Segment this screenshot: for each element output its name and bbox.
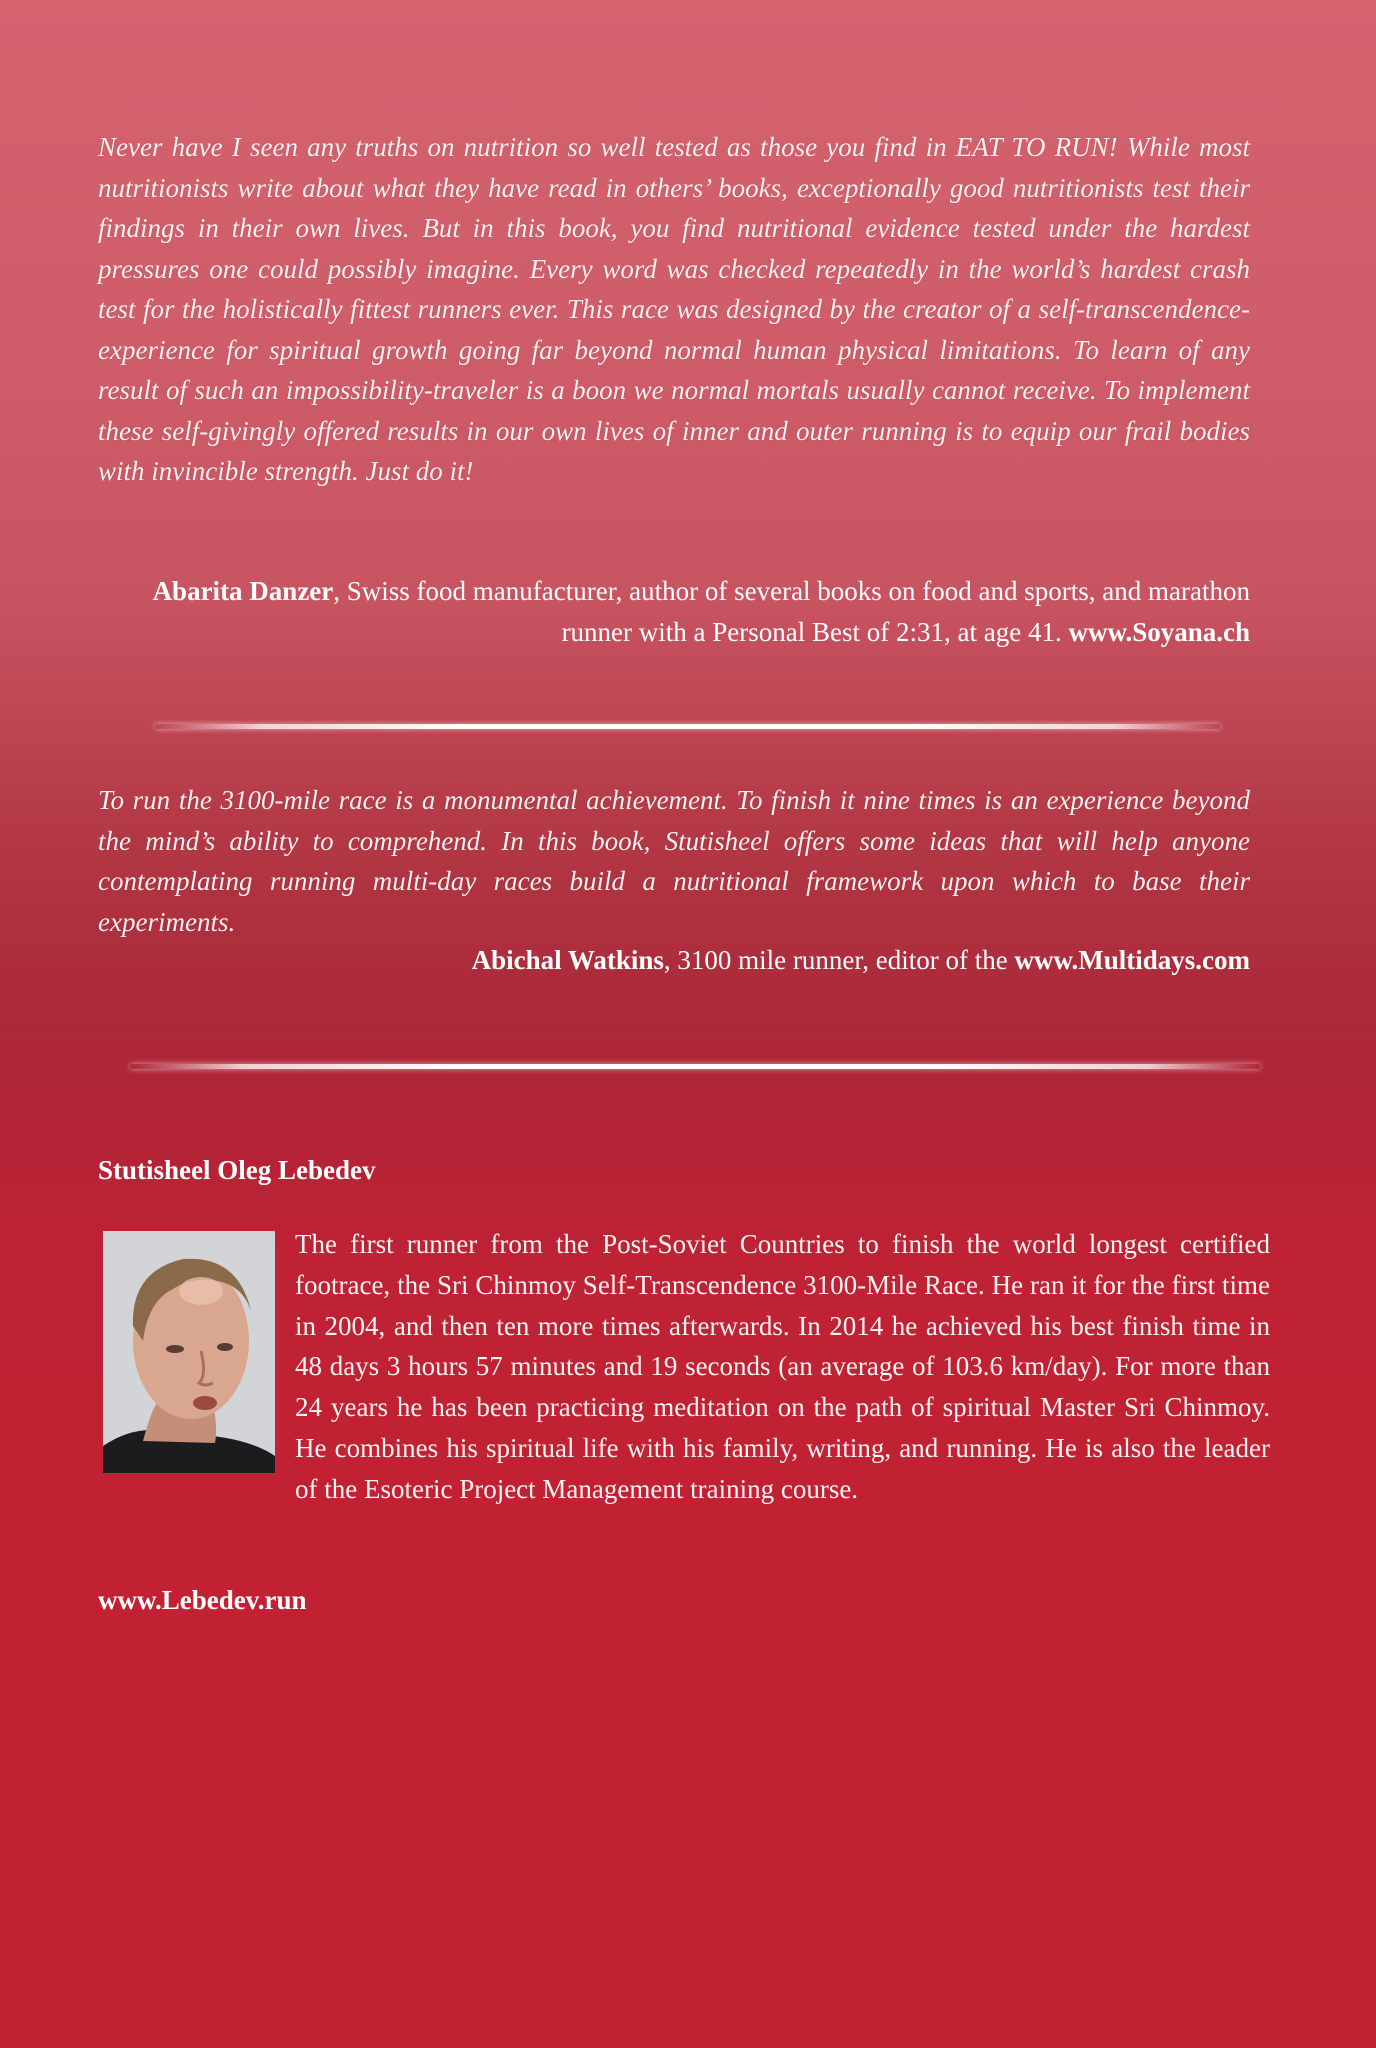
author-website: www.Lebedev.run xyxy=(98,1585,307,1615)
testimonial-quote-2: To run the 3100-mile race is a monumental achievement. To finish it nine times is an experience beyond the mind’s ability to comprehend. In this book, Stutisheel offers some ideas that will help anyone contemplating running multi-day races build a nutritional framework upon which to base their experiments. xyxy=(98,785,1250,937)
testimonial-website-2: www.Multidays.com xyxy=(1014,945,1250,975)
testimonial-author-2: Abichal Watkins xyxy=(471,945,664,975)
testimonial-author-1: Abarita Danzer xyxy=(152,576,334,606)
author-bio: The first runner from the Post-Soviet Countries to finish the world longest certified footrace, the Sri Chinmoy Self-Transcendence 3100-Mile Race. He ran it for the first time in 2004, and then ten more times afterwards. In 2014 he achieved his best finish time in 48 days 3 hours 57 minutes and 19 seconds (an average of 103.6 km/day). For more than 24 years he has been practicing meditation on the path of spiritual Master Sri Chinmoy. He combines his spiritual life with his family, writing, and running. He is also the leader of the Esoteric Project Management training course. xyxy=(295,1229,1270,1504)
testimonial-quote-1: Never have I seen any truths on nutrition so well tested as those you find in EAT TO RUN! While most nutritionists write about what they have read in others’ books, exceptionally good nutritionists test their findings in their own lives. But in this book, you find nutritional evidence tested under the hardest pressures one could possibly imagine. Every word was checked repeatedly in the world’s hardest crash test for the holistically fittest runners ever. This race was designed by the creator of a self-transcendence-experience for spiritual growth going far beyond normal human physical limitations. To learn of any result of such an impossibility-traveler is a boon we normal mortals usually cannot receive. To implement these self-givingly offered results in our own lives of inner and outer running is to equip our frail bodies with invincible strength. Just do it! xyxy=(98,132,1250,486)
author-bio-block xyxy=(98,1224,1270,1510)
testimonial-attribution-2 xyxy=(472,940,1250,981)
author-name: Stutisheel Oleg Lebedev xyxy=(98,1155,376,1185)
photo-spacer xyxy=(98,1224,295,1470)
testimonial-attribution-1 xyxy=(98,571,1250,652)
testimonial-website-1: www.Soyana.ch xyxy=(1068,616,1250,647)
divider-1 xyxy=(155,724,1220,729)
divider-2 xyxy=(130,1064,1260,1069)
testimonial-author-description-2: , 3100 mile runner, editor of the xyxy=(663,945,1015,975)
testimonial-author-description-1: , Swiss food manufacturer, author of several books on food and sports, and marathon runner with a Personal Best of 2:31, at age 41. xyxy=(333,576,1250,647)
